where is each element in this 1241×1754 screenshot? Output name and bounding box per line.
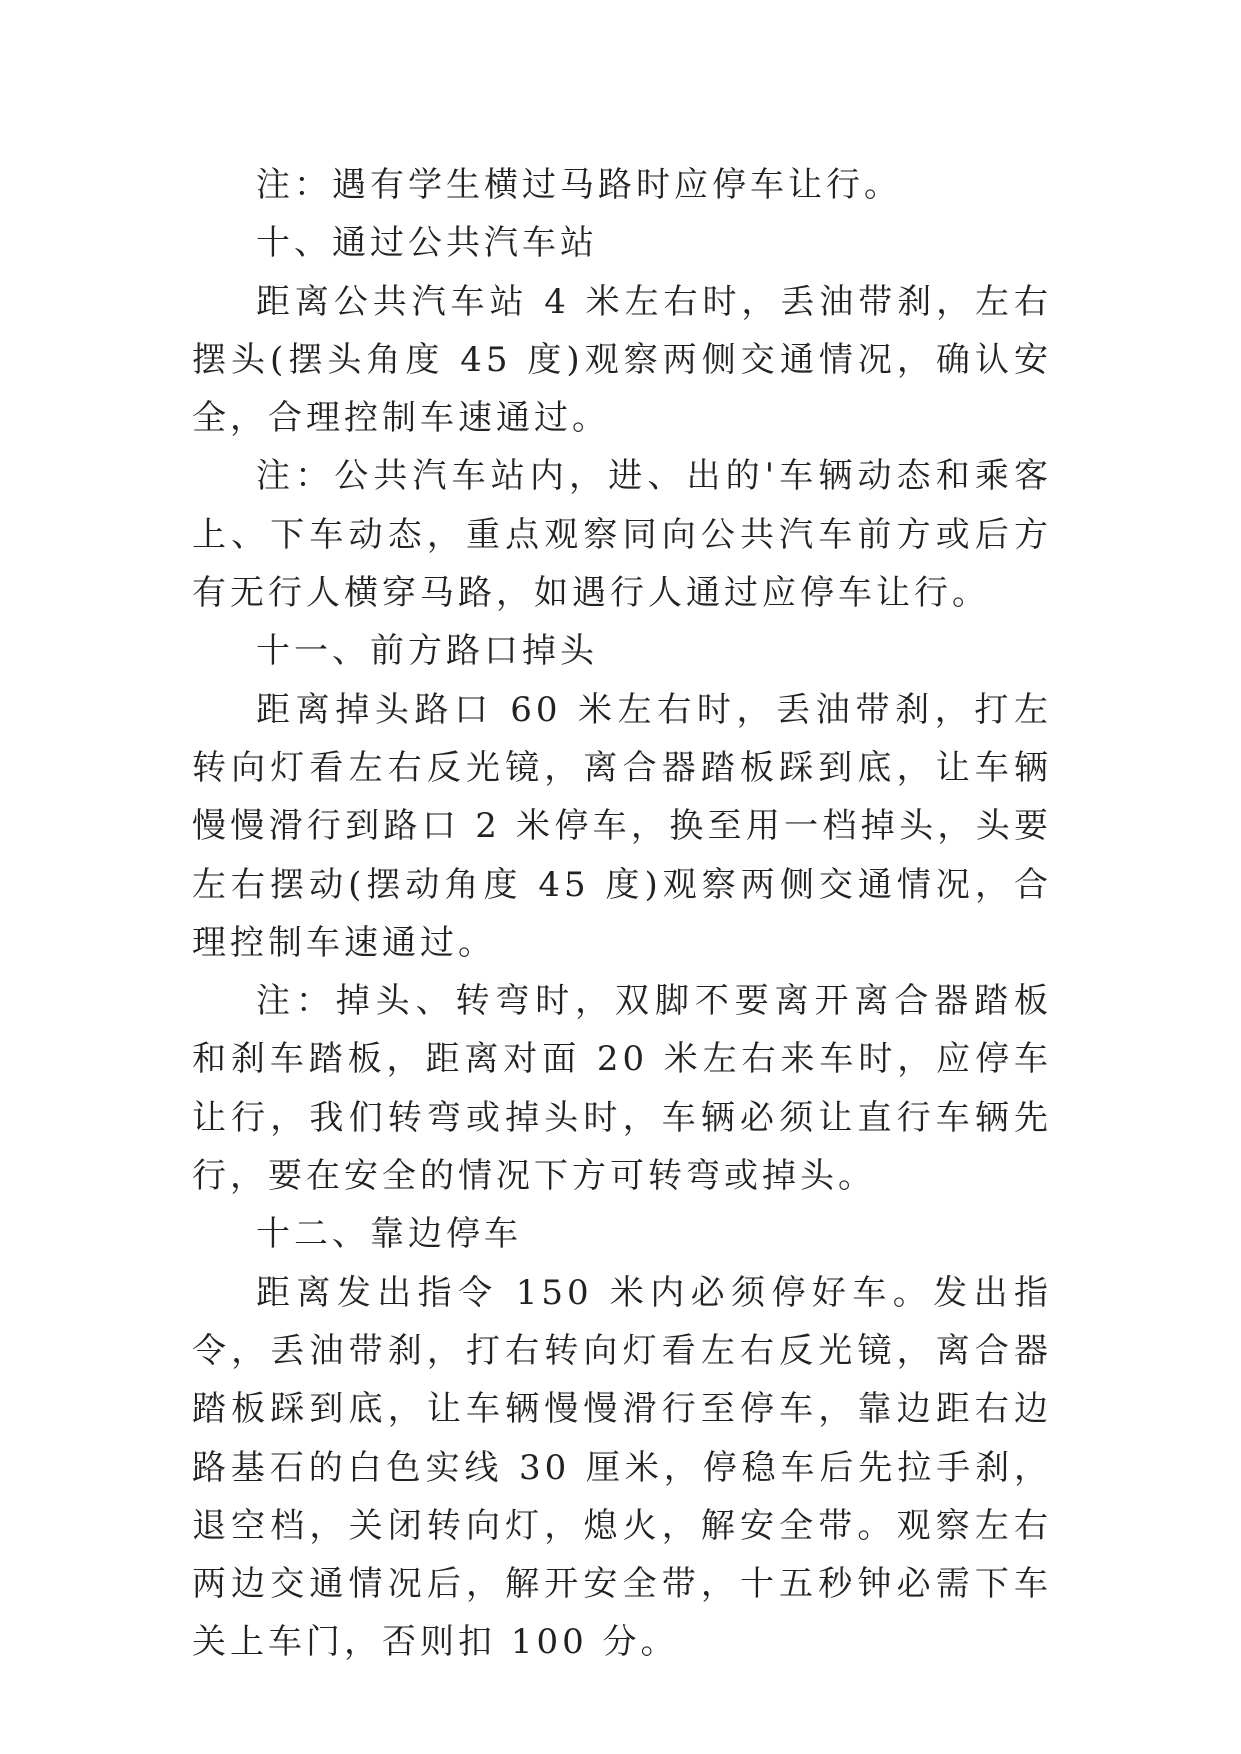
note-paragraph: 注：公共汽车站内，进、出的'车辆动态和乘客上、下车动态，重点观察同向公共汽车前方或后方有无行人横穿马路，如遇行人通过应停车让行。 bbox=[192, 456, 1052, 614]
document-body bbox=[192, 156, 1052, 1672]
section-heading: 十一、前方路口掉头 bbox=[256, 631, 598, 672]
note-paragraph: 注：遇有学生横过马路时应停车让行。 bbox=[256, 165, 902, 205]
body-paragraph: 距离公共汽车站 4 米左右时，丢油带刹，左右摆头(摆头角度 45 度)观察两侧交通情况，确认安全，合理控制车速通过。 bbox=[192, 281, 1052, 439]
note-paragraph: 注：掉头、转弯时，双脚不要离开离合器踏板和刹车踏板，距离对面 20 米左右来车时，应停车让行，我们转弯或掉头时，车辆必须让直行车辆先行，要在安全的情况下方可转弯或掉头。 bbox=[192, 981, 1052, 1197]
body-paragraph: 距离掉头路口 60 米左右时，丢油带刹，打左转向灯看左右反光镜，离合器踏板踩到底，让车辆慢慢滑行到路口 2 米停车，换至用一档掉头，头要左右摆动(摆动角度 45 度)观察两侧交通情况，合理控制车速通过。 bbox=[192, 689, 1052, 963]
section-heading: 十二、靠边停车 bbox=[256, 1214, 522, 1255]
section-heading: 十、通过公共汽车站 bbox=[256, 223, 598, 264]
body-paragraph: 距离发出指令 150 米内必须停好车。发出指令，丢油带刹，打右转向灯看左右反光镜，离合器踏板踩到底，让车辆慢慢滑行至停车，靠边距右边路基石的白色实线 30 厘米，停稳车后先拉手刹，退空档，关闭转向灯，熄火，解安全带。观察左右两边交通情况后，解开安全带，十五秒钟必需下车关上车门，否则扣 100 分。 bbox=[192, 1272, 1052, 1663]
